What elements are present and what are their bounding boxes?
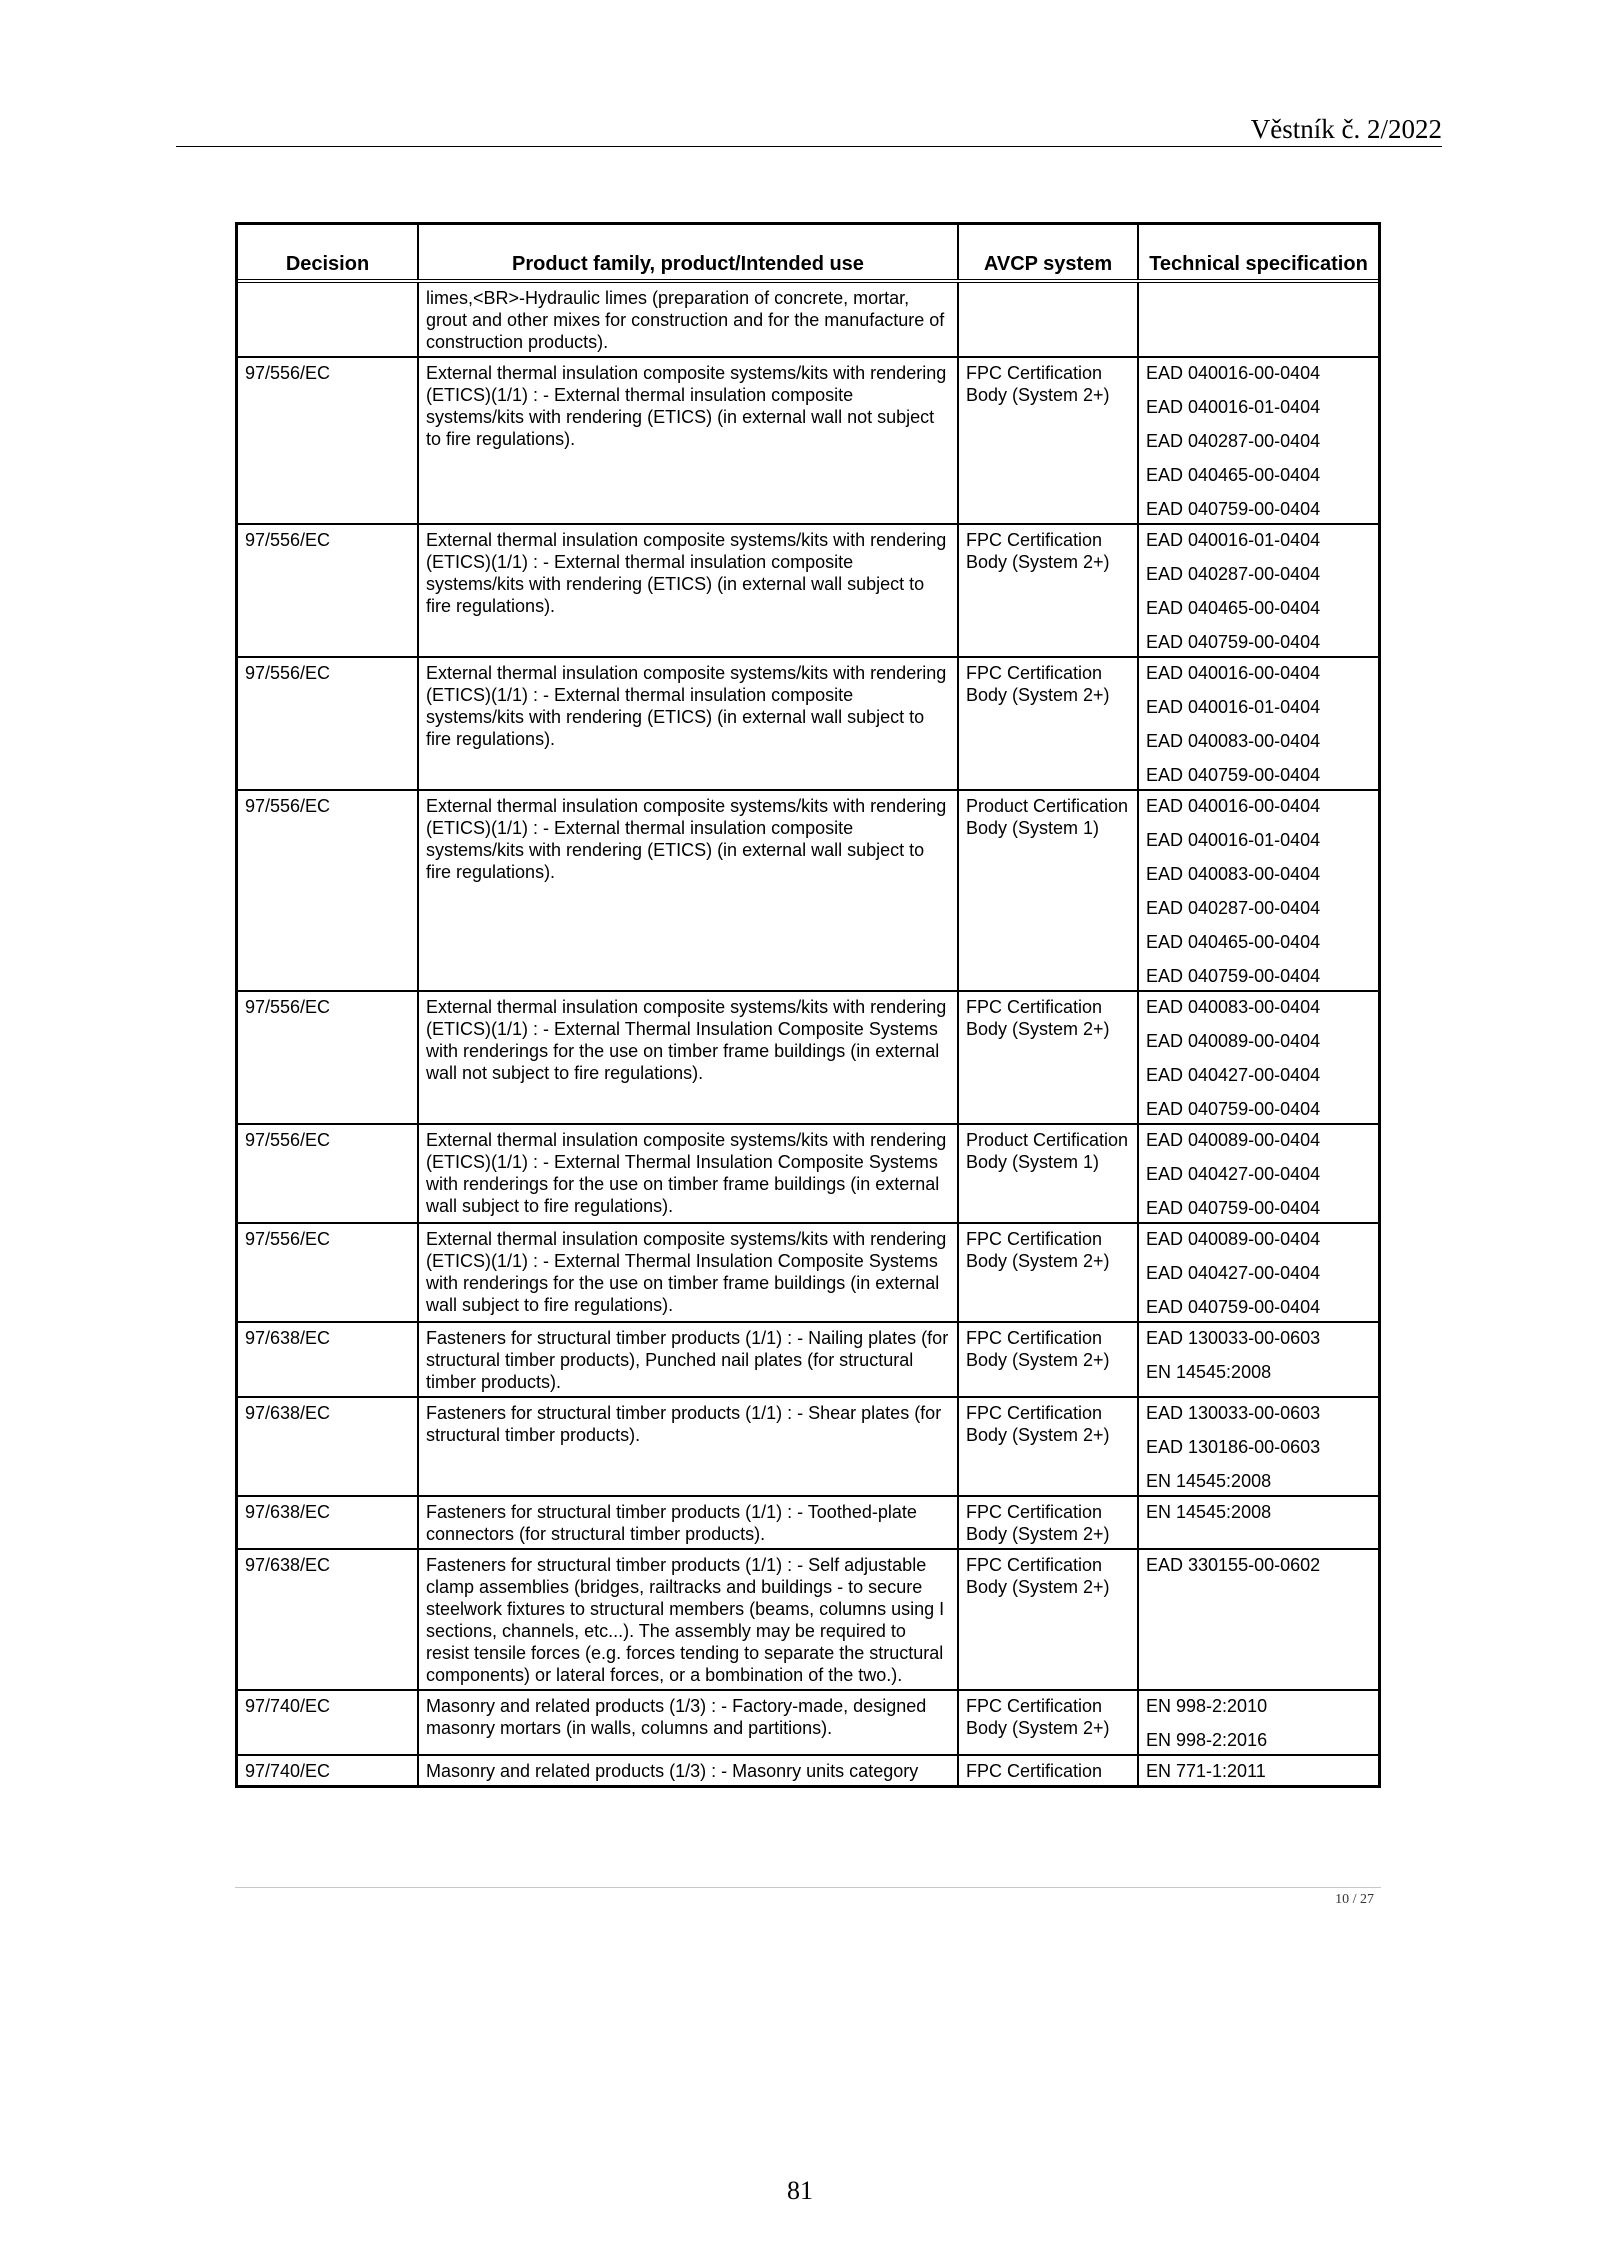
technical-spec-item: EAD 040759-00-0404 (1146, 632, 1321, 652)
technical-spec-item: EAD 040427-00-0404 (1146, 1164, 1321, 1184)
column-header-decision: Decision (238, 225, 418, 281)
technical-spec-item: EAD 040016-01-0404 (1146, 830, 1321, 850)
table-row (238, 1322, 1378, 1397)
journal-title: Věstník č. 2/2022 (1250, 114, 1442, 144)
column-header-avcp: AVCP system (958, 225, 1138, 281)
decision-cell: 97/638/EC (238, 1397, 418, 1496)
product-cell: External thermal insulation composite systems/kits with rendering (ETICS)(1/1) : - External thermal insulation composite systems/kits with rendering (ETICS) (in external wall subject to fire regulations). (418, 657, 958, 790)
technical-spec-item: EAD 040287-00-0404 (1146, 898, 1321, 918)
product-cell: External thermal insulation composite systems/kits with rendering (ETICS)(1/1) : - External Thermal Insulation Composite Systems with renderings for the use on timber frame buildings (in external wall subject to fire regulations). (418, 1124, 958, 1223)
technical-spec-item: EAD 040089-00-0404 (1146, 1229, 1321, 1249)
technical-spec-item: EAD 040759-00-0404 (1146, 966, 1321, 986)
technical-spec-cell (1138, 1322, 1378, 1397)
product-cell: Masonry and related products (1/3) : - Factory-made, designed masonry mortars (in walls, columns and partitions). (418, 1690, 958, 1755)
avcp-cell: FPC Certification Body (System 2+) (958, 1690, 1138, 1755)
technical-spec-item: EAD 040759-00-0404 (1146, 765, 1321, 785)
technical-spec-cell (1138, 657, 1378, 790)
technical-spec-cell (1138, 357, 1378, 524)
technical-spec-item: EAD 040083-00-0404 (1146, 864, 1321, 884)
decision-cell: 97/556/EC (238, 790, 418, 991)
column-header-technical-specification: Technical specification (1138, 225, 1378, 281)
technical-spec-cell (1138, 1755, 1378, 1785)
table-row (238, 790, 1378, 991)
technical-spec-item: EAD 040016-00-0404 (1146, 363, 1321, 383)
technical-spec-item: EAD 040465-00-0404 (1146, 465, 1321, 485)
header-rule (176, 146, 1442, 147)
technical-spec-item: EAD 130033-00-0603 (1146, 1328, 1321, 1348)
decision-cell: 97/556/EC (238, 1124, 418, 1223)
table-row (238, 524, 1378, 657)
page-counter: 10 / 27 (1335, 1892, 1374, 1907)
table-row (238, 657, 1378, 790)
product-cell: limes,<BR>-Hydraulic limes (preparation of concrete, mortar, grout and other mixes for construction and for the manufacture of construction products). (418, 281, 958, 357)
technical-spec-item: EN 998-2:2016 (1146, 1730, 1268, 1750)
decision-cell (238, 281, 418, 357)
technical-spec-cell (1138, 1124, 1378, 1223)
technical-spec-item: EAD 040016-01-0404 (1146, 397, 1321, 417)
technical-spec-cell (1138, 281, 1378, 357)
table-row (238, 1496, 1378, 1549)
product-cell: Fasteners for structural timber products (1/1) : - Toothed-plate connectors (for structural timber products). (418, 1496, 958, 1549)
technical-spec-item: EAD 040465-00-0404 (1146, 598, 1321, 618)
technical-spec-item: EAD 040465-00-0404 (1146, 932, 1321, 952)
technical-spec-item: EAD 040427-00-0404 (1146, 1263, 1321, 1283)
product-cell: External thermal insulation composite systems/kits with rendering (ETICS)(1/1) : - External Thermal Insulation Composite Systems with renderings for the use on timber frame buildings (in external wall not subject to fire regulations). (418, 991, 958, 1124)
table-row (238, 1397, 1378, 1496)
technical-spec-item: EAD 040089-00-0404 (1146, 1031, 1321, 1051)
avcp-cell: FPC Certification Body (System 2+) (958, 991, 1138, 1124)
decision-cell: 97/740/EC (238, 1690, 418, 1755)
technical-spec-item: EAD 040083-00-0404 (1146, 731, 1321, 751)
decision-cell: 97/638/EC (238, 1549, 418, 1690)
decision-cell: 97/556/EC (238, 991, 418, 1124)
technical-spec-item: EAD 040016-00-0404 (1146, 796, 1321, 816)
spec-table (238, 225, 1378, 1785)
column-header-product: Product family, product/Intended use (418, 225, 958, 281)
product-cell: External thermal insulation composite systems/kits with rendering (ETICS)(1/1) : - External thermal insulation composite systems/kits with rendering (ETICS) (in external wall not subject to fire regulations). (418, 357, 958, 524)
decision-cell: 97/556/EC (238, 657, 418, 790)
technical-spec-cell (1138, 790, 1378, 991)
decision-cell: 97/638/EC (238, 1496, 418, 1549)
technical-spec-item: EAD 130186-00-0603 (1146, 1437, 1321, 1457)
decision-cell: 97/556/EC (238, 524, 418, 657)
technical-spec-cell (1138, 1397, 1378, 1496)
table-row (238, 1124, 1378, 1223)
table-row (238, 1755, 1378, 1785)
technical-spec-item: EAD 040759-00-0404 (1146, 1297, 1321, 1317)
product-cell: External thermal insulation composite systems/kits with rendering (ETICS)(1/1) : - External thermal insulation composite systems/kits with rendering (ETICS) (in external wall subject to fire regulations). (418, 524, 958, 657)
technical-spec-item: EAD 040089-00-0404 (1146, 1130, 1321, 1150)
avcp-cell: FPC Certification Body (System 2+) (958, 357, 1138, 524)
technical-spec-item: EAD 040427-00-0404 (1146, 1065, 1321, 1085)
technical-spec-cell (1138, 991, 1378, 1124)
decision-cell: 97/556/EC (238, 1223, 418, 1322)
product-cell: Fasteners for structural timber products (1/1) : - Shear plates (for structural timber products). (418, 1397, 958, 1496)
avcp-cell: Product Certification Body (System 1) (958, 790, 1138, 991)
spec-table-frame (235, 222, 1381, 1788)
technical-spec-item: EAD 040759-00-0404 (1146, 1198, 1321, 1218)
technical-spec-item: EAD 040287-00-0404 (1146, 431, 1321, 451)
avcp-cell: FPC Certification Body (System 2+) (958, 1397, 1138, 1496)
technical-spec-item: EAD 130033-00-0603 (1146, 1403, 1321, 1423)
avcp-cell: FPC Certification Body (System 2+) (958, 1549, 1138, 1690)
decision-cell: 97/638/EC (238, 1322, 418, 1397)
product-cell: Fasteners for structural timber products (1/1) : - Self adjustable clamp assemblies (bridges, railtracks and buildings - to secure steelwork fixtures to structural members (beams, columns using I sections, channels, etc...). The assembly may be required to resist tensile forces (e.g. forces tending to separate the structural components) or lateral forces, or a bombination of the two.). (418, 1549, 958, 1690)
avcp-cell: FPC Certification Body (System 2+) (958, 1322, 1138, 1397)
avcp-cell (958, 281, 1138, 357)
technical-spec-item: EN 771-1:2011 (1146, 1761, 1266, 1781)
technical-spec-item: EAD 330155-00-0602 (1146, 1555, 1321, 1575)
technical-spec-item: EAD 040759-00-0404 (1146, 1099, 1321, 1119)
technical-spec-cell (1138, 1690, 1378, 1755)
technical-spec-item: EAD 040016-00-0404 (1146, 663, 1321, 683)
table-row (238, 1549, 1378, 1690)
technical-spec-item: EN 14545:2008 (1146, 1362, 1272, 1382)
product-cell: Fasteners for structural timber products (1/1) : - Nailing plates (for structural timber products), Punched nail plates (for structural timber products). (418, 1322, 958, 1397)
avcp-cell: FPC Certification Body (System 2+) (958, 524, 1138, 657)
technical-spec-item: EN 14545:2008 (1146, 1471, 1272, 1491)
technical-spec-item: EAD 040759-00-0404 (1146, 499, 1321, 519)
table-row (238, 991, 1378, 1124)
technical-spec-item: EAD 040083-00-0404 (1146, 997, 1321, 1017)
product-cell: External thermal insulation composite systems/kits with rendering (ETICS)(1/1) : - External Thermal Insulation Composite Systems with renderings for the use on timber frame buildings (in external wall subject to fire regulations). (418, 1223, 958, 1322)
table-row (238, 281, 1378, 357)
decision-cell: 97/740/EC (238, 1755, 418, 1785)
technical-spec-item: EN 998-2:2010 (1146, 1696, 1268, 1716)
product-cell: Masonry and related products (1/3) : - Masonry units category (418, 1755, 958, 1785)
table-row (238, 1690, 1378, 1755)
footer-rule (235, 1887, 1381, 1888)
technical-spec-cell (1138, 524, 1378, 657)
decision-cell: 97/556/EC (238, 357, 418, 524)
technical-spec-item: EAD 040287-00-0404 (1146, 564, 1321, 584)
avcp-cell: FPC Certification Body (System 2+) (958, 1496, 1138, 1549)
technical-spec-item: EN 14545:2008 (1146, 1502, 1272, 1522)
table-row (238, 357, 1378, 524)
technical-spec-cell (1138, 1223, 1378, 1322)
avcp-cell: FPC Certification (958, 1755, 1138, 1785)
page-number: 81 (787, 2176, 813, 2205)
avcp-cell: FPC Certification Body (System 2+) (958, 657, 1138, 790)
avcp-cell: Product Certification Body (System 1) (958, 1124, 1138, 1223)
avcp-cell: FPC Certification Body (System 2+) (958, 1223, 1138, 1322)
technical-spec-cell (1138, 1549, 1378, 1690)
technical-spec-item: EAD 040016-01-0404 (1146, 530, 1321, 550)
product-cell: External thermal insulation composite systems/kits with rendering (ETICS)(1/1) : - External thermal insulation composite systems/kits with rendering (ETICS) (in external wall subject to fire regulations). (418, 790, 958, 991)
technical-spec-item: EAD 040016-01-0404 (1146, 697, 1321, 717)
table-body (238, 281, 1378, 1785)
table-header-row (238, 225, 1378, 281)
table-row (238, 1223, 1378, 1322)
technical-spec-cell (1138, 1496, 1378, 1549)
